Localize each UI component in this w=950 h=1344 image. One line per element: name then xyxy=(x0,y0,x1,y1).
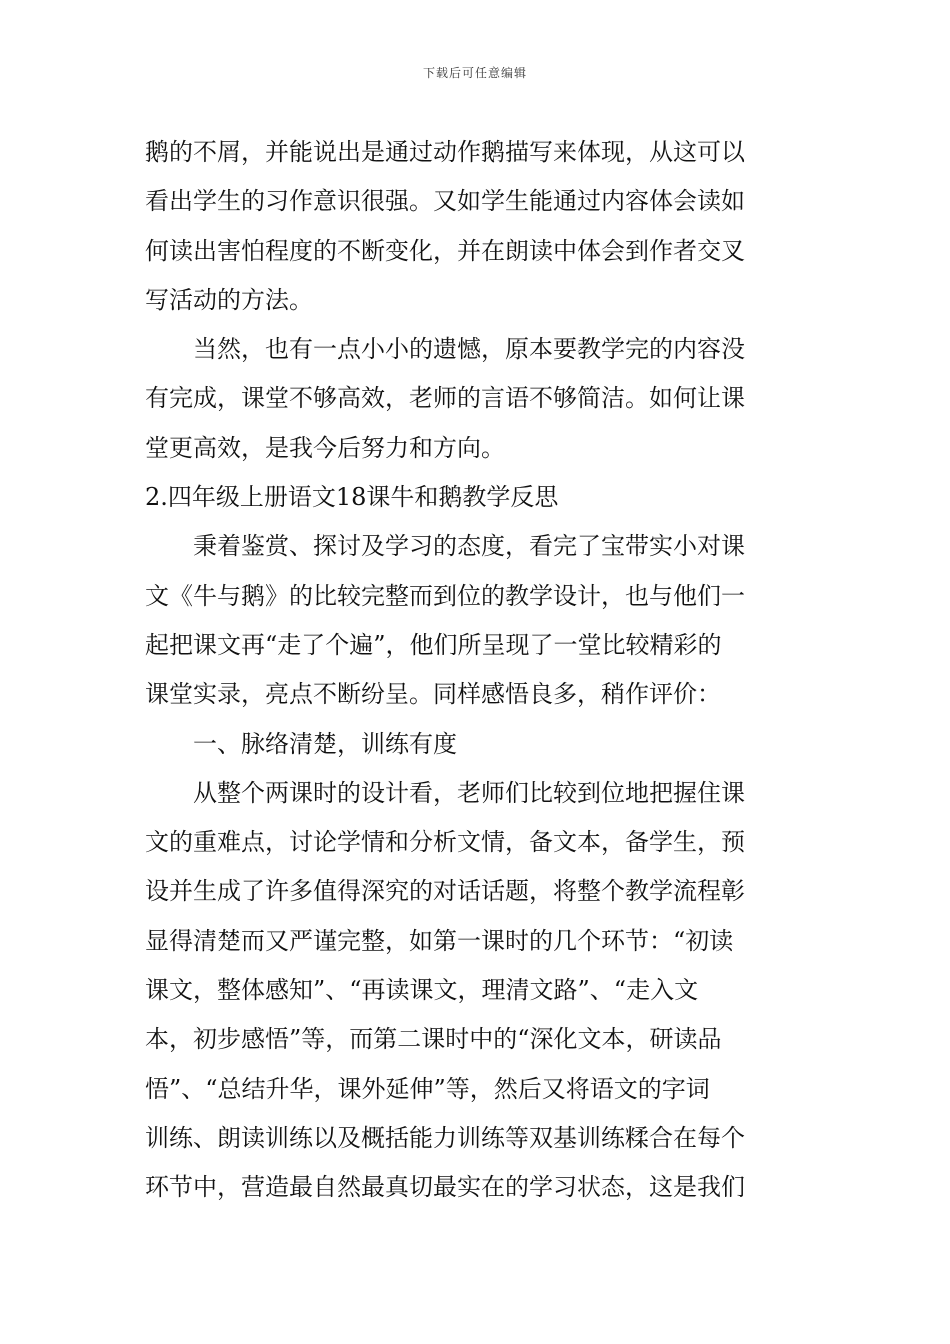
page-header: 下载后可任意编辑 xyxy=(422,66,527,80)
text-line: 起把课文再“走了个遍”，他们所呈现了一堂比较精彩的 xyxy=(145,630,722,659)
text-line: 设并生成了许多值得深究的对话话题，将整个教学流程彰 xyxy=(145,877,745,906)
text-line: 悟”、“总结升华，课外延伸”等，然后又将语文的字词 xyxy=(145,1074,710,1103)
text-line: 从整个两课时的设计看，老师们比较到位地把握住课 xyxy=(193,778,745,807)
text-line: 本，初步感悟”等，而第二课时中的“深化文本，研读品 xyxy=(145,1025,722,1054)
text-line: 课堂实录，亮点不断纷呈。同样感悟良多，稍作评价： xyxy=(145,680,721,709)
text-line: 秉着鉴赏、探讨及学习的态度，看完了宝带实小对课 xyxy=(193,532,745,561)
section-heading: 2.四年级上册语文18课牛和鹅教学反思 xyxy=(145,483,559,512)
text-line: 显得清楚而又严谨完整，如第一课时的几个环节：“初读 xyxy=(145,926,734,955)
text-line: 环节中，营造最自然最真切最实在的学习状态，这是我们 xyxy=(145,1173,745,1202)
text-line: 课文，整体感知”、“再读课文，理清文路”、“走入文 xyxy=(145,976,699,1005)
document-body xyxy=(145,128,810,1213)
text-line: 鹅的不屑，并能说出是通过动作鹅描写来体现，从这可以 xyxy=(145,138,745,166)
text-line: 堂更高效，是我今后努力和方向。 xyxy=(145,433,505,462)
text-line: 有完成，课堂不够高效，老师的言语不够简洁。如何让课 xyxy=(145,384,745,413)
text-line: 当然，也有一点小小的遗憾，原本要教学完的内容没 xyxy=(193,335,745,364)
text-line: 文的重难点，讨论学情和分析文情，备文本，备学生，预 xyxy=(145,828,745,857)
text-line: 看出学生的习作意识很强。又如学生能通过内容体会读如 xyxy=(145,187,745,216)
text-line: 文《牛与鹅》的比较完整而到位的教学设计，也与他们一 xyxy=(145,581,745,610)
text-line: 写活动的方法。 xyxy=(145,285,313,314)
text-line: 何读出害怕程度的不断变化，并在朗读中体会到作者交叉 xyxy=(145,236,745,265)
text-line: 训练、朗读训练以及概括能力训练等双基训练糅合在每个 xyxy=(145,1123,745,1152)
subsection-heading: 一、脉络清楚，训练有度 xyxy=(193,729,457,758)
